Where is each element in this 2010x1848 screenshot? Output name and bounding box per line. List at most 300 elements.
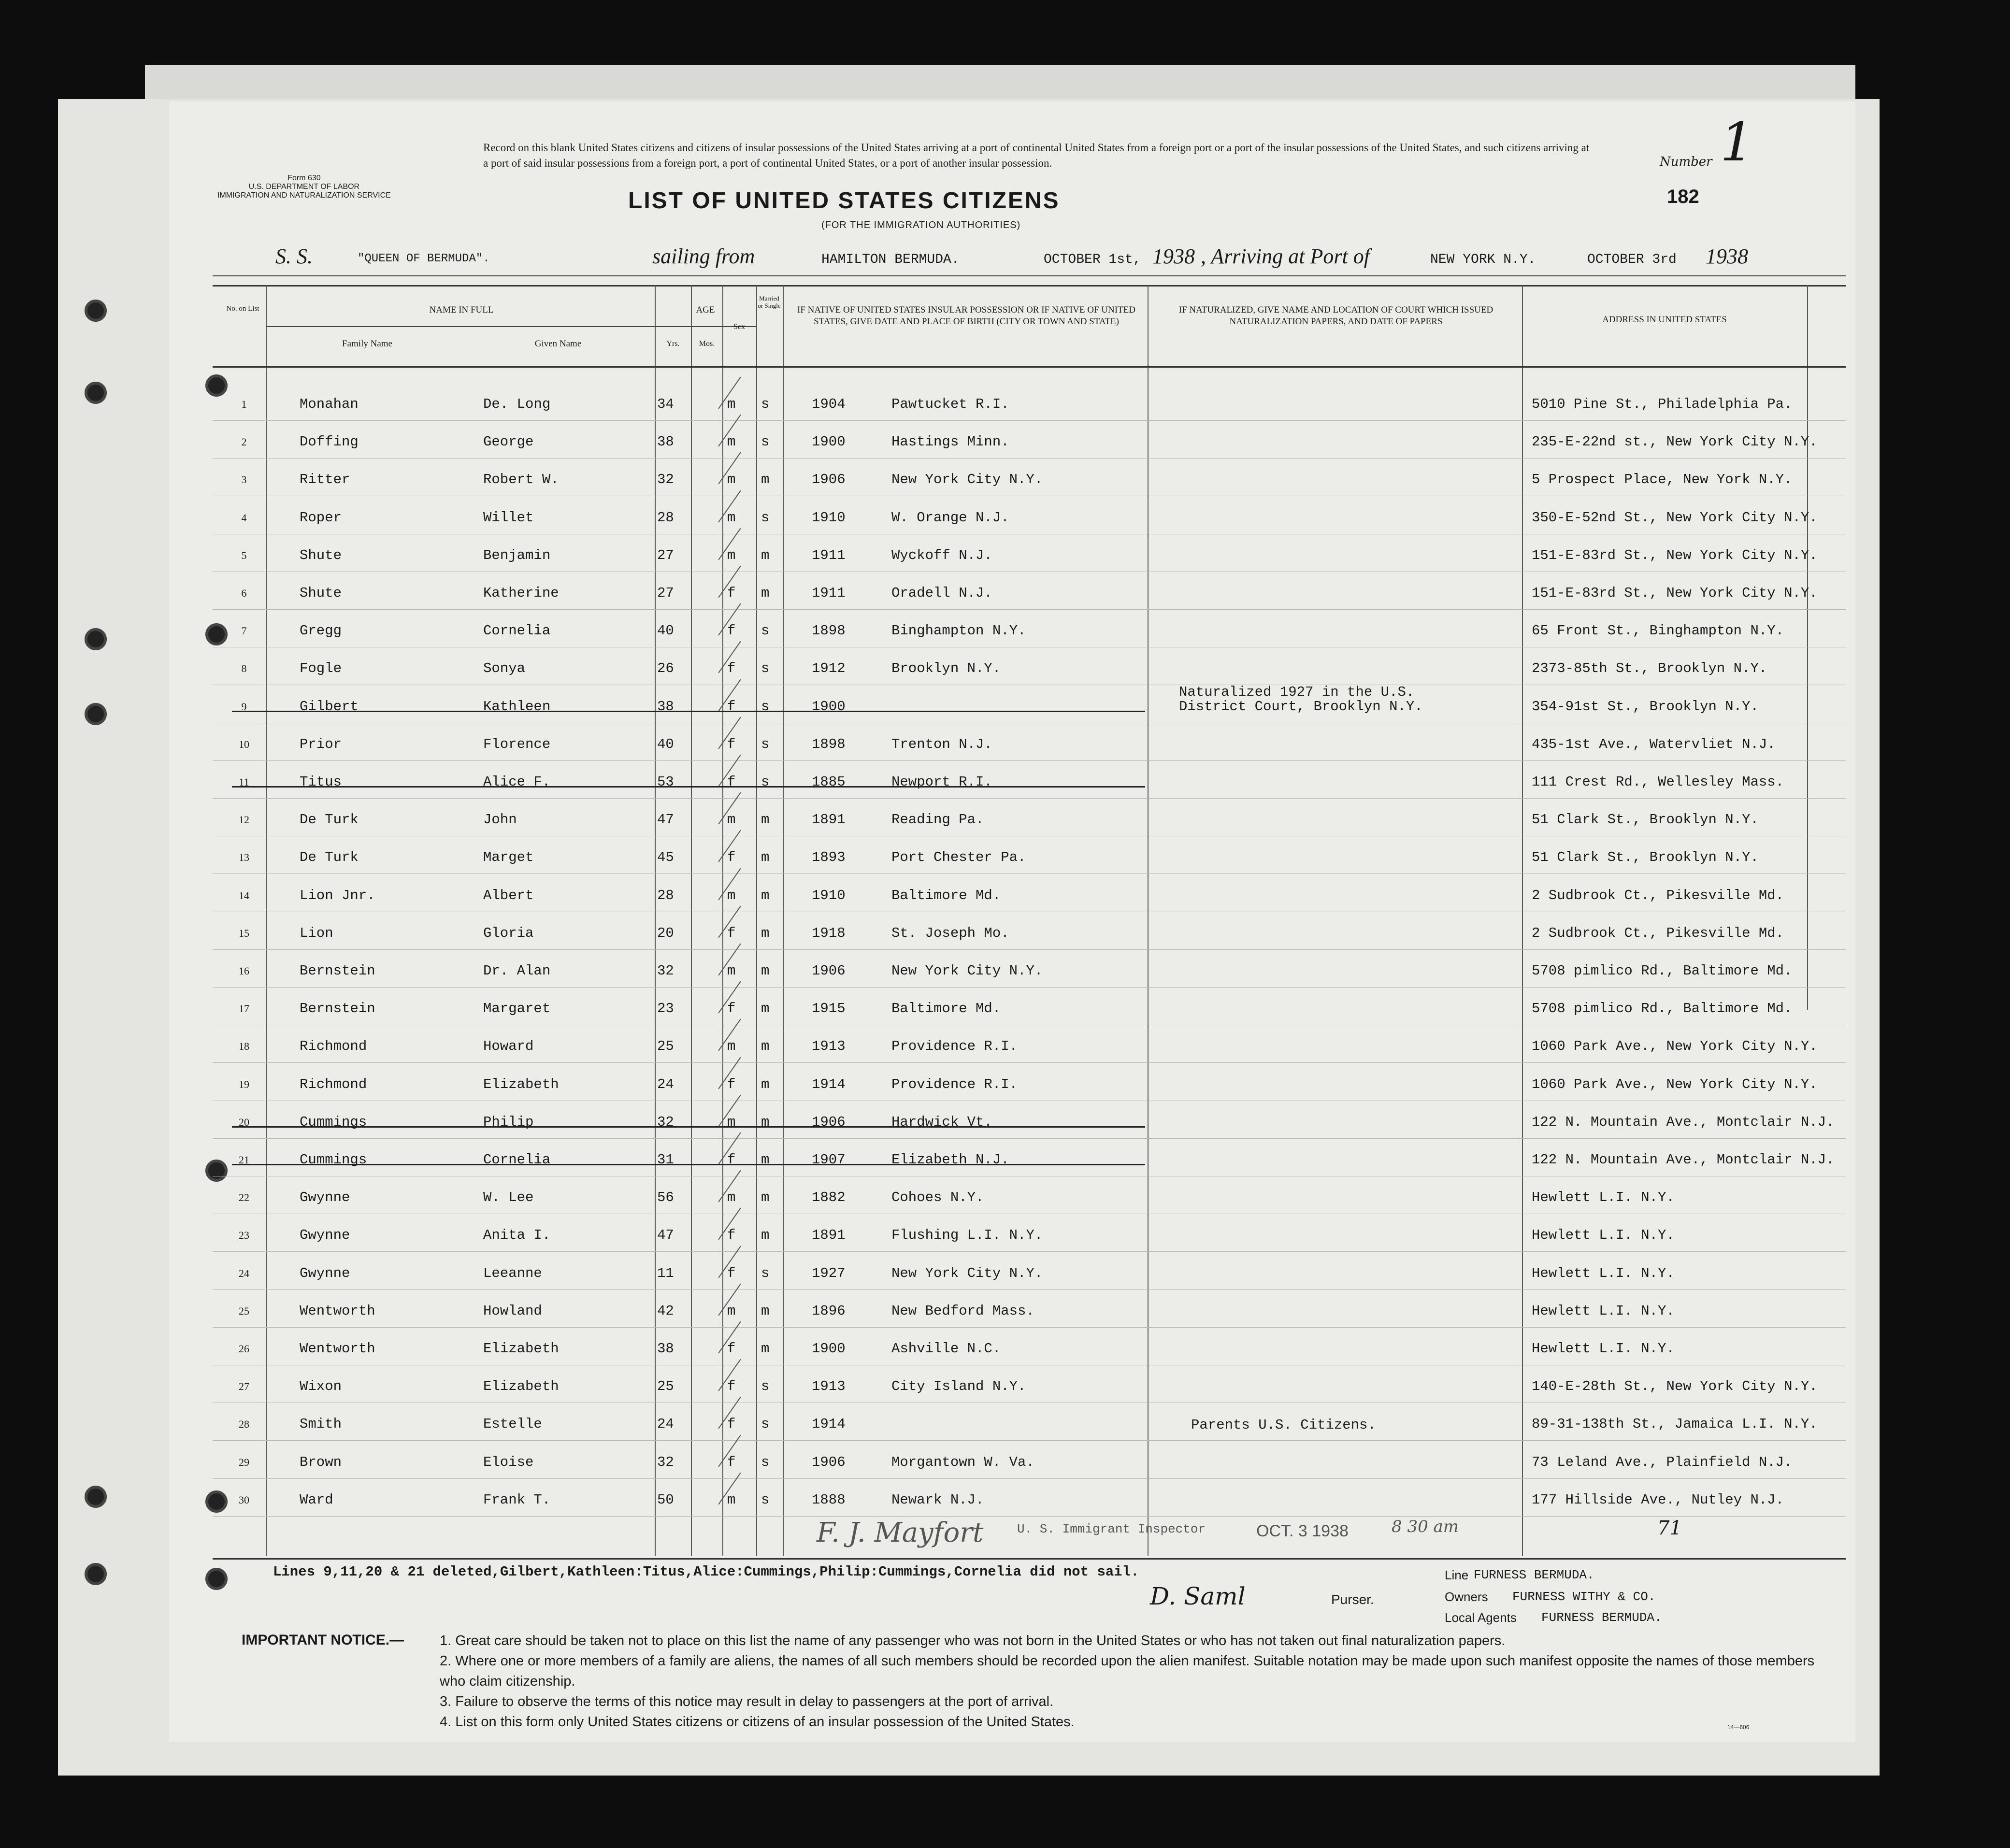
table-row (0, 462, 1855, 500)
header-subrule (266, 326, 756, 327)
given-name: Katherine (483, 585, 559, 601)
sex: m (727, 509, 736, 526)
page-subtitle: (FOR THE IMMIGRATION AUTHORITIES) (821, 220, 1021, 230)
table-row (0, 764, 1855, 802)
age-years: 24 (657, 1076, 674, 1092)
marital-status: s (761, 660, 770, 677)
given-name: Elizabeth (483, 1341, 559, 1357)
marital-status: s (761, 1265, 770, 1281)
age-years: 56 (657, 1189, 674, 1206)
family-name: Gregg (300, 623, 342, 639)
birth-year: 1913 (812, 1038, 846, 1055)
age-years: 38 (657, 698, 674, 715)
table-row (0, 1067, 1855, 1104)
table-row (0, 1104, 1855, 1142)
row-rule (213, 1251, 1846, 1252)
marital-status: s (761, 623, 770, 639)
birth-place: St. Joseph Mo. (891, 925, 1009, 941)
sex: f (727, 1076, 736, 1092)
marital-status: s (761, 434, 770, 450)
instructions: Record on this blank United States citizens and citizens of insular possessions of the United States arriving at a port of continental United States from a foreign port or a port of the insular possessions of the United States, and such citizens arriving at a port of said insular possessions from a foreign port, a port of continental United States, or a port of another insular possession. (483, 142, 1590, 169)
row-rule (213, 1327, 1846, 1328)
given-name: Howard (483, 1038, 534, 1055)
given-name: Cornelia (483, 623, 551, 639)
birth-place: W. Orange N.J. (891, 509, 1009, 526)
birth-year: 1891 (812, 812, 846, 828)
birth-year: 1915 (812, 1001, 846, 1017)
given-name: Albert (483, 887, 534, 903)
address: 122 N. Mountain Ave., Montclair N.J. (1532, 1152, 1835, 1168)
sex: f (727, 1341, 736, 1357)
given-name: Elizabeth (483, 1378, 559, 1395)
birth-place: Binghampton N.Y. (891, 623, 1026, 639)
age-years: 20 (657, 925, 674, 941)
marital-status: m (761, 925, 770, 941)
given-name: Alice F. (483, 774, 551, 790)
row-rule (213, 1516, 1846, 1517)
marital-status: m (761, 1114, 770, 1130)
col-family: Family Name (342, 339, 392, 349)
table-row (0, 1256, 1855, 1293)
family-name: Bernstein (300, 1001, 375, 1017)
family-name: Ritter (300, 472, 350, 488)
sex: m (727, 547, 736, 563)
sex: f (727, 1001, 736, 1017)
given-name: John (483, 812, 517, 828)
table-row (0, 424, 1855, 462)
notice-1: 1. Great care should be taken not to place on this list the name of any passenger who was not born in the United States or who has not taken out final naturalization papers. (440, 1633, 1506, 1648)
age-years: 32 (657, 1454, 674, 1470)
address: 5010 Pine St., Philadelphia Pa. (1532, 396, 1793, 412)
inspector-label: U. S. Immigrant Inspector (1017, 1522, 1206, 1536)
sex: m (727, 1491, 736, 1508)
row-number: 8 (241, 662, 247, 675)
given-name: Sonya (483, 660, 526, 677)
family-name: Gilbert (300, 698, 359, 715)
age-years: 47 (657, 1227, 674, 1244)
given-name: Frank T. (483, 1491, 551, 1508)
family-name: Shute (300, 547, 342, 563)
sex: f (727, 925, 736, 941)
row-number: 14 (239, 889, 249, 902)
voyage-rule (213, 275, 1846, 276)
owners-label: Owners (1445, 1590, 1488, 1604)
address: 151-E-83rd St., New York City N.Y. (1532, 585, 1818, 601)
age-years: 47 (657, 812, 674, 828)
family-name: Roper (300, 509, 342, 526)
sex: m (727, 887, 736, 903)
birth-place: Cohoes N.Y. (891, 1189, 984, 1206)
table-row (0, 1142, 1855, 1180)
birth-year: 1910 (812, 887, 846, 903)
row-number: 9 (241, 700, 247, 713)
birth-year: 1914 (812, 1416, 846, 1433)
row-rule (213, 1062, 1846, 1063)
sex: m (727, 472, 736, 488)
marital-status: m (761, 547, 770, 563)
age-years: 25 (657, 1038, 674, 1055)
row-rule (213, 987, 1846, 988)
sex: f (727, 1454, 736, 1470)
notice-4: 4. List on this form only United States citizens or citizens of an insular possession of the United States. (440, 1714, 1075, 1730)
sex: f (727, 1378, 736, 1395)
table-row (0, 613, 1855, 651)
row-number: 15 (239, 927, 249, 939)
row-rule (213, 798, 1846, 799)
family-name: Cummings (300, 1114, 367, 1130)
marital-status: m (761, 887, 770, 903)
birth-year: 1893 (812, 849, 846, 866)
address: Hewlett L.I. N.Y. (1532, 1265, 1675, 1281)
sailing-label: sailing from (652, 244, 755, 268)
sex: f (727, 774, 736, 790)
sex: f (727, 585, 736, 601)
age-years: 28 (657, 887, 674, 903)
birth-place: Morgantown W. Va. (891, 1454, 1034, 1470)
table-row (0, 500, 1855, 538)
strikethrough (232, 711, 1145, 712)
address: 350-E-52nd St., New York City N.Y. (1532, 509, 1818, 526)
family-name: Bernstein (300, 963, 375, 979)
owners-value: FURNESS WITHY & CO. (1512, 1590, 1656, 1604)
table-row (0, 538, 1855, 575)
col-no: No. on List (226, 305, 259, 313)
row-number: 26 (239, 1343, 249, 1355)
age-years: 32 (657, 1114, 674, 1130)
marital-status: m (761, 963, 770, 979)
row-number: 10 (239, 738, 249, 750)
table-row (0, 840, 1855, 877)
row-number: 18 (239, 1040, 249, 1053)
family-name: Wentworth (300, 1341, 375, 1357)
birth-place: Baltimore Md. (891, 1001, 1001, 1017)
birth-year: 1900 (812, 698, 846, 715)
family-name: Titus (300, 774, 342, 790)
sex: m (727, 1303, 736, 1319)
naturalization: Naturalized 1927 in the U.S. District Court, Brooklyn N.Y. (1179, 684, 1423, 715)
given-name: Dr. Alan (483, 963, 551, 979)
family-name: Gwynne (300, 1265, 350, 1281)
age-years: 24 (657, 1416, 674, 1433)
table-row (0, 684, 1855, 727)
address: Hewlett L.I. N.Y. (1532, 1189, 1675, 1206)
col-sex: Sex (733, 323, 745, 331)
birth-place: Hardwick Vt. (891, 1114, 992, 1130)
row-number: 12 (239, 814, 249, 826)
address: 122 N. Mountain Ave., Montclair N.J. (1532, 1114, 1835, 1130)
age-years: 42 (657, 1303, 674, 1319)
marital-status: m (761, 1001, 770, 1017)
row-rule (213, 1440, 1846, 1441)
birth-place: Reading Pa. (891, 812, 984, 828)
sex: f (727, 1416, 736, 1433)
marital-status: m (761, 1303, 770, 1319)
row-rule (213, 609, 1846, 610)
notice-title: IMPORTANT NOTICE.— (242, 1632, 404, 1648)
given-name: Marget (483, 849, 534, 866)
notice-3: 3. Failure to observe the terms of this notice may result in delay to passengers at the port of arrival. (440, 1694, 1054, 1709)
address: Hewlett L.I. N.Y. (1532, 1303, 1675, 1319)
age-years: 38 (657, 1341, 674, 1357)
table-row (0, 1218, 1855, 1255)
row-number: 13 (239, 851, 249, 864)
table-row (0, 916, 1855, 953)
birth-year: 1912 (812, 660, 846, 677)
row-number: 3 (241, 473, 247, 486)
address: 354-91st St., Brooklyn N.Y. (1532, 698, 1759, 715)
family-name: Doffing (300, 434, 359, 450)
age-years: 53 (657, 774, 674, 790)
marital-status: s (761, 736, 770, 752)
family-name: Wixon (300, 1378, 342, 1395)
birth-year: 1896 (812, 1303, 846, 1319)
birth-place: Providence R.I. (891, 1038, 1018, 1055)
table-row (0, 1331, 1855, 1369)
age-years: 25 (657, 1378, 674, 1395)
strikethrough (232, 1126, 1145, 1128)
birth-year: 1911 (812, 547, 846, 563)
row-rule (213, 949, 1846, 950)
sail-year: 1938 (1152, 244, 1195, 268)
row-number: 5 (241, 549, 247, 561)
binder-hole (85, 300, 107, 322)
line-value: FURNESS BERMUDA. (1474, 1568, 1594, 1582)
birth-place: Ashville N.C. (891, 1341, 1001, 1357)
marital-status: s (761, 1378, 770, 1395)
sex: f (727, 1152, 736, 1168)
table-top-rule (213, 285, 1846, 287)
family-name: Lion Jnr. (300, 887, 375, 903)
age-years: 27 (657, 585, 674, 601)
birth-place: Newport R.I. (891, 774, 992, 790)
row-number: 6 (241, 587, 247, 599)
family-name: Richmond (300, 1038, 367, 1055)
family-name: Gwynne (300, 1227, 350, 1244)
sex: f (727, 1265, 736, 1281)
table-row (0, 1445, 1855, 1482)
family-name: Fogle (300, 660, 342, 677)
address: 73 Leland Ave., Plainfield N.J. (1532, 1454, 1793, 1470)
col-yrs: Yrs. (666, 340, 680, 348)
birth-year: 1906 (812, 963, 846, 979)
birth-year: 1898 (812, 623, 846, 639)
sex: m (727, 963, 736, 979)
row-number: 29 (239, 1456, 249, 1468)
sex: m (727, 1114, 736, 1130)
given-name: Gloria (483, 925, 534, 941)
address: 151-E-83rd St., New York City N.Y. (1532, 547, 1818, 563)
number-value: 182 (1667, 186, 1699, 207)
marital-status: m (761, 472, 770, 488)
marital-status: m (761, 1038, 770, 1055)
given-name: Robert W. (483, 472, 559, 488)
marital-status: m (761, 1189, 770, 1206)
row-number: 2 (241, 436, 247, 448)
agents-value: FURNESS BERMUDA. (1541, 1610, 1662, 1625)
arrive-date: OCTOBER 3rd (1587, 252, 1677, 267)
birth-year: 1927 (812, 1265, 846, 1281)
age-years: 11 (657, 1265, 674, 1281)
row-number: 25 (239, 1304, 249, 1317)
binder-hole (85, 1563, 107, 1585)
birth-year: 1891 (812, 1227, 846, 1244)
row-number: 19 (239, 1078, 249, 1090)
row-number: 4 (241, 511, 247, 524)
row-rule (213, 1138, 1846, 1139)
address: 111 Crest Rd., Wellesley Mass. (1532, 774, 1784, 790)
birth-year: 1911 (812, 585, 846, 601)
marital-status: m (761, 849, 770, 866)
sex: f (727, 660, 736, 677)
table-row (0, 1180, 1855, 1218)
table-row (0, 1406, 1855, 1444)
row-number: 1 (241, 398, 247, 410)
birth-place: Flushing L.I. N.Y. (891, 1227, 1043, 1244)
table-row (0, 1293, 1855, 1331)
row-number: 22 (239, 1191, 249, 1204)
age-years: 26 (657, 660, 674, 677)
birth-year: 1888 (812, 1491, 846, 1508)
age-years: 28 (657, 509, 674, 526)
marital-status: s (761, 509, 770, 526)
given-name: Kathleen (483, 698, 551, 715)
address: Hewlett L.I. N.Y. (1532, 1341, 1675, 1357)
birth-place: Wyckoff N.J. (891, 547, 992, 563)
age-years: 38 (657, 434, 674, 450)
birth-place: Trenton N.J. (891, 736, 992, 752)
row-number: 20 (239, 1116, 249, 1128)
col-name-in-full: NAME IN FULL (429, 305, 494, 315)
purser-signature: D. Saml (1150, 1582, 1246, 1610)
birth-year: 1913 (812, 1378, 846, 1395)
row-number: 23 (239, 1229, 249, 1242)
birth-year: 1907 (812, 1152, 846, 1168)
age-years: 23 (657, 1001, 674, 1017)
row-number: 24 (239, 1267, 249, 1279)
birth-year: 1918 (812, 925, 846, 941)
birth-place: New York City N.Y. (891, 963, 1043, 979)
marital-status: m (761, 1341, 770, 1357)
given-name: Eloise (483, 1454, 534, 1470)
table-row (0, 1029, 1855, 1066)
age-years: 34 (657, 396, 674, 412)
given-name: Elizabeth (483, 1076, 559, 1092)
age-years: 27 (657, 547, 674, 563)
birth-year: 1906 (812, 1114, 846, 1130)
table-bottom-rule (213, 1558, 1846, 1560)
sex: f (727, 736, 736, 752)
strikethrough (232, 786, 1145, 788)
family-name: Cummings (300, 1152, 367, 1168)
marital-status: m (761, 585, 770, 601)
address: 5708 pimlico Rd., Baltimore Md. (1532, 963, 1793, 979)
birth-place: Elizabeth N.J. (891, 1152, 1009, 1168)
sex: m (727, 1038, 736, 1055)
sex: m (727, 396, 736, 412)
row-number: 7 (241, 625, 247, 637)
birth-year: 1906 (812, 472, 846, 488)
birth-year: 1900 (812, 434, 846, 450)
number-label: Number (1660, 155, 1712, 169)
birth-year: 1885 (812, 774, 846, 790)
age-years: 40 (657, 623, 674, 639)
given-name: Margaret (483, 1001, 551, 1017)
sex: m (727, 434, 736, 450)
row-number: 17 (239, 1003, 249, 1015)
birth-place: Pawtucket R.I. (891, 396, 1009, 412)
age-years: 40 (657, 736, 674, 752)
address: 51 Clark St., Brooklyn N.Y. (1532, 812, 1759, 828)
row-number: 30 (239, 1493, 249, 1506)
marital-status: m (761, 812, 770, 828)
binder-hole (205, 1568, 228, 1590)
col-age: AGE (696, 305, 715, 315)
purser-label: Purser. (1331, 1592, 1374, 1607)
inspector-stamp: OCT. 3 1938 (1256, 1522, 1349, 1540)
strikethrough (232, 1164, 1145, 1165)
address: 140-E-28th St., New York City N.Y. (1532, 1378, 1818, 1395)
family-name: De Turk (300, 812, 359, 828)
birth-place: Oradell N.J. (891, 585, 992, 601)
marital-status: s (761, 1491, 770, 1508)
address: 235-E-22nd st., New York City N.Y. (1532, 434, 1818, 450)
line-label: Line (1445, 1568, 1469, 1582)
family-name: Monahan (300, 396, 359, 412)
row-number: 28 (239, 1418, 249, 1431)
given-name: W. Lee (483, 1189, 534, 1206)
birth-place: New York City N.Y. (891, 1265, 1043, 1281)
table-row (0, 802, 1855, 840)
family-name: Brown (300, 1454, 342, 1470)
row-rule (213, 420, 1846, 421)
table-row (0, 387, 1855, 424)
address: Hewlett L.I. N.Y. (1532, 1227, 1675, 1244)
table-row (0, 651, 1855, 688)
birth-place: Port Chester Pa. (891, 849, 1026, 866)
arrive-year: 1938 (1706, 244, 1748, 268)
row-number: 16 (239, 965, 249, 977)
form-code: 14—606 (1727, 1724, 1750, 1731)
sex: m (727, 1189, 736, 1206)
page-title: LIST OF UNITED STATES CITIZENS (628, 188, 1060, 214)
birth-year: 1898 (812, 736, 846, 752)
age-years: 50 (657, 1491, 674, 1508)
address: 5708 pimlico Rd., Baltimore Md. (1532, 1001, 1793, 1017)
row-rule (213, 760, 1846, 761)
sex: f (727, 623, 736, 639)
col-married: Married or Single (758, 295, 781, 309)
birth-place: New York City N.Y. (891, 472, 1043, 488)
given-name: Howland (483, 1303, 542, 1319)
table-row (0, 575, 1855, 613)
col-given: Given Name (534, 339, 582, 349)
birth-year: 1906 (812, 1454, 846, 1470)
birth-year: 1914 (812, 1076, 846, 1092)
col-address: ADDRESS IN UNITED STATES (1602, 315, 1727, 325)
given-name: George (483, 434, 534, 450)
given-name: Philip (483, 1114, 534, 1130)
given-name: Anita I. (483, 1227, 551, 1244)
birth-place: Hastings Minn. (891, 434, 1009, 450)
birth-place: New Bedford Mass. (891, 1303, 1034, 1319)
table-row (0, 953, 1855, 991)
birth-place: City Island N.Y. (891, 1378, 1026, 1395)
address: 5 Prospect Place, New York N.Y. (1532, 472, 1793, 488)
table-row (0, 878, 1855, 916)
table-row (0, 1369, 1855, 1406)
given-name: Florence (483, 736, 551, 752)
address: 2 Sudbrook Ct., Pikesville Md. (1532, 925, 1784, 941)
